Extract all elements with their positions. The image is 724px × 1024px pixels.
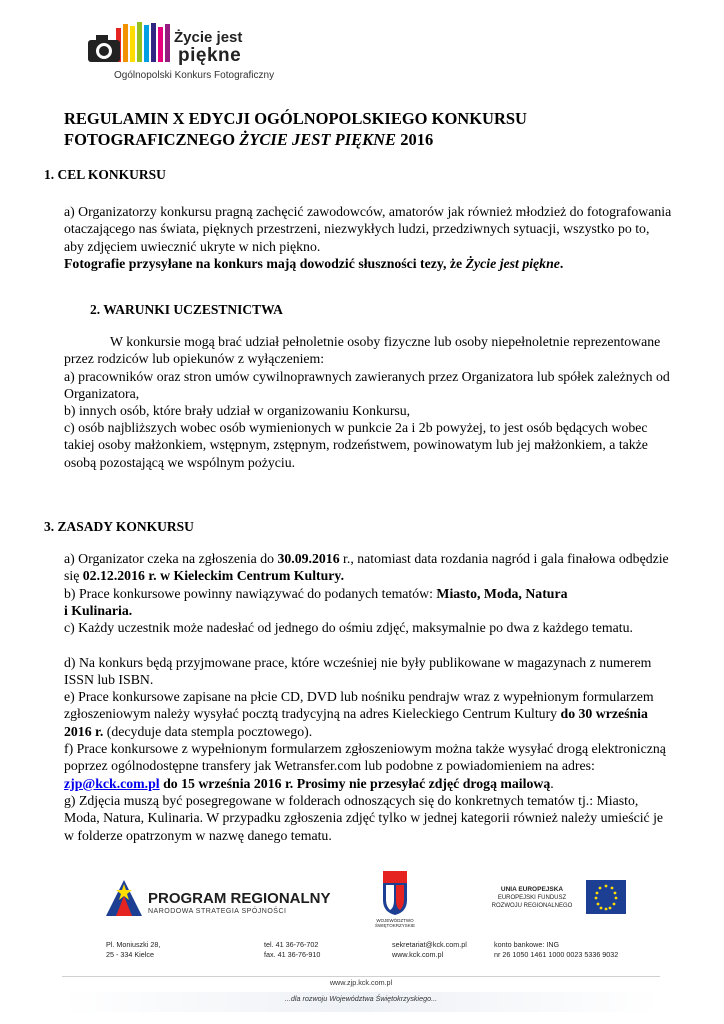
stripe — [137, 22, 142, 62]
section-3-item-b — [64, 585, 672, 620]
section-1-thesis — [64, 255, 672, 272]
bank-number: nr 26 1050 1461 1000 0023 5336 9032 — [494, 950, 619, 959]
wojewodztwo-label: WOJEWÓDZTWO ŚWIĘTOKRZYSKIE — [375, 918, 415, 928]
thesis-end: . — [559, 256, 564, 271]
item-a-text-2: r., natomiast data rozdania nagród i gala finałowa odbędzie się — [64, 551, 669, 584]
stripe — [151, 23, 156, 62]
thesis-italic: Życie jest piękne — [465, 256, 560, 271]
title-line-1: REGULAMIN X EDYCJI OGÓLNOPOLSKIEGO KONKURSU — [64, 109, 527, 128]
item-e-text-2: (decyduje data stempla pocztowego). — [103, 723, 313, 739]
address-line-2: 25 - 334 Kielce — [106, 950, 154, 959]
footer-email: sekretariat@kck.com.pl — [392, 940, 467, 949]
logo-title-2: piękne — [178, 45, 242, 66]
section-2-heading: 2. WARUNKI UCZESTNICTWA — [90, 302, 283, 317]
coat-of-arms-icon — [382, 870, 408, 916]
section-1-heading: 1. CEL KONKURSU — [44, 167, 166, 182]
topics-2: i Kulinaria. — [64, 603, 133, 619]
program-subtitle: NARODOWA STRATEGIA SPÓJNOŚCI — [148, 908, 287, 915]
footer-banner — [62, 856, 660, 1012]
title-italic: ŻYCIE JEST PIĘKNE — [239, 130, 397, 149]
eu-title: UNIA EUROPEJSKA — [500, 886, 564, 893]
section-2-item-c: c) osób najbliższych wobec osób wymienionych w punkcie 2a i 2b powyżej, to jest osób będących wobec takiej osoby małżonkiem, wstępnym, zstępnym, rodzeństwem, powinowatym lub jej małżonkiem, a także osobą pozostającą we wspólnym pożyciu. — [64, 420, 648, 470]
section-1-paragraph: a) Organizatorzy konkursu pragną zachęcić zawodowców, amatorów jak również młodzież do fotografowania otaczającego nas świata, pięknych przestrzeni, niezwykłych ludzi, przedziwnych sytuacji, wszystko po to, aby zdjęciem uwiecznić ukryte w nich piękno. — [64, 204, 672, 254]
title-line-2 — [64, 129, 664, 150]
fax-number: fax. 41 36-76-910 — [264, 950, 321, 959]
section-3-item-d: d) Na konkurs będą przyjmowane prace, które wcześniej nie były publikowane w magazynach z numerem ISSN lub ISBN. — [64, 655, 652, 688]
section-3-item-f — [64, 740, 672, 792]
item-f-end: . — [550, 775, 554, 791]
star-flag-icon — [102, 876, 146, 920]
stripe — [144, 25, 149, 62]
phone-number: tel. 41 36-76-702 — [264, 940, 319, 949]
email-deadline: do 15 września 2016 r. Prosimy nie przesyłać zdjęć drogą mailową — [159, 775, 551, 791]
program-title: PROGRAM REGIONALNY — [148, 890, 331, 907]
section-3-item-g: g) Zdjęcia muszą być posegregowane w folderach odnoszących się do konkretnych tematów tj.: Miasto, Moda, Natura, Kulinaria. W przypadku zgłoszenia zdjęć tylko w jednej kategorii również należy umieścić je w folderze opatrzonym w nazwę danego tematu. — [64, 793, 664, 843]
section-3-item-e — [64, 688, 672, 740]
item-b-text: b) Prace konkursowe powinny nawiązywać do podanych tematów: — [64, 586, 437, 601]
section-2-item-a: a) pracowników oraz stron umów cywilnoprawnych zawieranych przez Organizatora lub spółek zależnych od Organizatora, — [64, 369, 670, 402]
topics-1: Miasto, Moda, Natura — [436, 586, 568, 601]
logo-subtitle: Ogólnopolski Konkurs Fotograficzny — [114, 70, 275, 81]
document-title — [64, 108, 664, 150]
footer-divider — [62, 976, 660, 977]
thesis-text: Fotografie przysyłane na konkurs mają dowodzić słuszności tezy, że — [64, 256, 466, 271]
footer-web: www.kck.com.pl — [392, 950, 444, 959]
contest-logo — [86, 22, 275, 88]
item-e-text: e) Prace konkursowe zapisane na płcie CD, DVD lub nośniku pendrajw wraz z wypełnionym formularzem zgłoszeniowym należy wysyłać pocztą tradycyjną na adres Kieleckiego Centrum Kultury — [64, 689, 654, 722]
eu-line-3: ROZWOJU REGIONALNEGO — [491, 903, 573, 909]
title-year: 2016 — [396, 130, 434, 149]
title-text: FOTOGRAFICZNEGO — [64, 130, 240, 149]
camera-icon — [86, 32, 126, 66]
eu-flag-icon — [586, 880, 626, 914]
item-a-text: a) Organizator czeka na zgłoszenia do — [64, 551, 278, 566]
stripe — [130, 26, 135, 62]
section-2-item-b: b) innych osób, które brały udział w organizowaniu Konkursu, — [64, 403, 411, 418]
contest-email-link[interactable]: zjp@kck.com.pl — [64, 775, 160, 791]
item-f-text: f) Prace konkursowe z wypełnionym formularzem zgłoszeniowym można także wysyłać drogą elektroniczną poprzez ogólnodostępne transfery jak Wetransfer.com lub podobne z powiadomieniem na adres: — [64, 741, 666, 774]
contest-website: www.zjp.kck.com.pl — [329, 978, 393, 987]
section-2-intro: W konkursie mogą brać udział pełnoletnie osoby fizyczne lub osoby niepełnoletnie reprezentowane przez rodziców lub opiekunów z wyłączeniem: — [64, 334, 661, 367]
stripe — [165, 24, 170, 62]
bank-label: konto bankowe: ING — [494, 940, 560, 949]
deadline-date: 30.09.2016 — [277, 551, 340, 566]
stripe — [158, 27, 163, 62]
address-line-1: Pl. Moniuszki 28, — [106, 940, 161, 949]
gala-date: 02.12.2016 r. w Kieleckim Centrum Kultury. — [82, 568, 345, 584]
footer-slogan: ...dla rozwoju Województwa Świętokrzyskiego... — [284, 994, 438, 1003]
section-3-item-a — [64, 550, 672, 585]
section-3-item-c: c) Każdy uczestnik może nadesłać od jednego do ośmiu zdjęć, maksymalnie po dwa z każdego tematu. — [64, 620, 633, 635]
section-3-heading: 3. ZASADY KONKURSU — [44, 519, 194, 534]
eu-line-2: EUROPEJSKI FUNDUSZ — [497, 895, 567, 901]
eu-fund-label — [480, 886, 584, 910]
postal-deadline: do 30 września 2016 r. — [64, 706, 648, 739]
logo-title: Życie jest — [174, 29, 243, 46]
